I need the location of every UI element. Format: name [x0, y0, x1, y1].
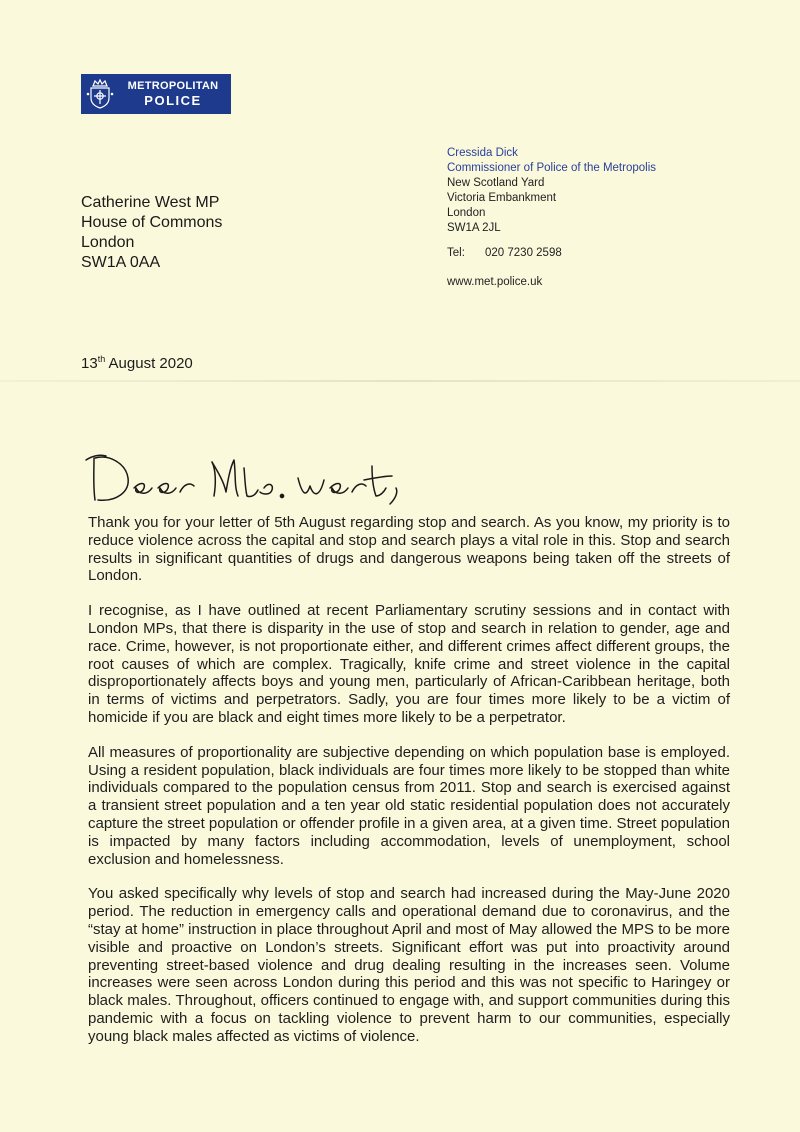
- tel-label: Tel:: [447, 247, 465, 259]
- date-suffix: th: [97, 354, 106, 364]
- date-month-year: August 2020: [105, 355, 193, 372]
- sender-address-line: Victoria Embankment: [447, 192, 557, 204]
- recipient-line: London: [81, 234, 135, 251]
- body-paragraph: You asked specifically why levels of stop and search had increased during the May-June 2020 period. The reduction in emergency calls and operational demand due to coronavirus, and the “stay at home” instruction in place throughout April and most of May allowed the MPS to be more visible and proactive on London’s streets. Significant effort was put into proactivity around preventing street-based violence and drug dealing resulting in the increases seen. Volume increases were seen across London during this period and this was not specific to Haringey or black males. Throughout, officers continued to engage with, and support communities during this pandemic with a focus on tackling violence to prevent harm to our communities, especially young black males affected as victims of violence.: [88, 885, 730, 1045]
- sender-title: Commissioner of Police of the Metropolis: [447, 162, 656, 174]
- sender-address-line: SW1A 2JL: [447, 222, 501, 234]
- tel-number: 020 7230 2598: [485, 247, 562, 259]
- sender-website: www.met.police.uk: [447, 276, 543, 288]
- paper-fold-line: [0, 380, 800, 382]
- recipient-line: SW1A 0AA: [81, 254, 161, 271]
- recipient-line: House of Commons: [81, 214, 223, 231]
- body-paragraph: Thank you for your letter of 5th August regarding stop and search. As you know, my priority is to reduce violence across the capital and stop and search plays a vital role in this. Stop and search results in significant quantities of drugs and dangerous weapons being taken off the streets of London.: [88, 514, 730, 585]
- date-day: 13: [81, 355, 98, 372]
- recipient-line: Catherine West MP: [81, 194, 220, 211]
- logo-wordmark: [119, 80, 227, 109]
- letter-date: [81, 355, 193, 372]
- logo-line2: POLICE: [144, 92, 202, 108]
- handwritten-salutation: [84, 448, 404, 515]
- sender-address-line: New Scotland Yard: [447, 177, 545, 189]
- body-paragraph: All measures of proportionality are subjective depending on which population base is employed. Using a resident population, black individuals are four times more likely to be stopped than white individuals compared to the population census from 2011. Stop and search is exercised against a transient street population and a ten year old static residential population does not accurately capture the street population or offender profile in a given area, at a given time. Street population is impacted by many factors including accommodation, levels of unemployment, school exclusion and homelessness.: [88, 743, 730, 868]
- logo-line1: METROPOLITAN: [127, 79, 219, 92]
- body-paragraph: I recognise, as I have outlined at recent Parliamentary scrutiny sessions and in contact with London MPs, that there is disparity in the use of stop and search in relation to gender, age and race. Crime, however, is not proportionate either, and different crimes affect different groups, the root causes of which are complex. Tragically, knife crime and street violence in the capital disproportionately affects boys and young men, particularly of African-Caribbean heritage, both in terms of victims and perpetrators. Sadly, you are four times more likely to be a victim of homicide if you are black and eight times more likely to be a perpetrator.: [88, 602, 730, 726]
- sender-name: Cressida Dick: [447, 147, 518, 159]
- sender-block: [447, 146, 777, 290]
- metropolitan-police-logo: [81, 74, 231, 114]
- letter-body: [88, 514, 730, 1063]
- sender-address-line: London: [447, 207, 486, 219]
- recipient-address: [81, 193, 222, 273]
- crown-crest-icon: [81, 74, 119, 114]
- sender-telephone: [447, 246, 777, 261]
